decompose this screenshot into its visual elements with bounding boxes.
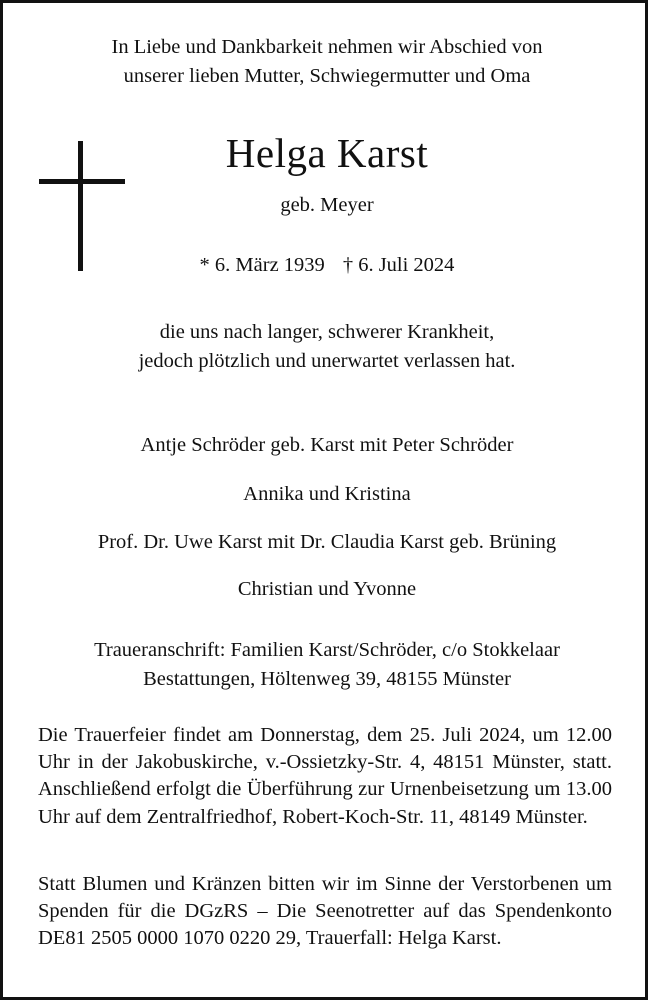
intro-line-2: unserer lieben Mutter, Schwiegermutter und Oma — [123, 65, 531, 87]
mourning-address — [3, 636, 648, 694]
passing-line-1: die uns nach langer, schwerer Krankheit, — [159, 321, 495, 343]
life-dates — [3, 251, 648, 279]
birth-date: * 6. März 1939 — [199, 254, 325, 276]
mourner-entry: Antje Schröder geb. Karst mit Peter Schröder — [140, 434, 514, 456]
deceased-name: Helga Karst — [225, 130, 429, 176]
address-line-2: Bestattungen, Höltenweg 39, 48155 Münster — [143, 668, 511, 690]
maiden-name: geb. Meyer — [280, 194, 374, 216]
passing-line-2: jedoch plötzlich und unerwartet verlassen hat. — [138, 350, 516, 372]
mourner-entry: Prof. Dr. Uwe Karst mit Dr. Claudia Karst geb. Brüning — [97, 531, 557, 553]
ceremony-paragraph: Die Trauerfeier findet am Donnerstag, dem 25. Juli 2024, um 12.00 Uhr in der Jakobuskirche, v.-Ossietzky-Str. 4, 48151 Münster, statt. Anschließend erfolgt die Überführung zur Urnenbeisetzung um 13.00 Uhr auf dem Zentralfriedhof, Robert-Koch-Str. 11, 48149 Münster. — [38, 724, 612, 828]
cross-horizontal-bar — [39, 179, 125, 184]
donation-paragraph: Statt Blumen und Kränzen bitten wir im Sinne der Verstorbenen um Spenden für die DGzRS – Die Seenotretter auf das Spendenkonto DE81 2505 0000 1070 0220 29, Trauerfall: Helga Karst. — [38, 873, 612, 950]
intro-line-1: In Liebe und Dankbarkeit nehmen wir Abschied von — [111, 36, 543, 58]
mourner-entry: Christian und Yvonne — [237, 578, 417, 600]
intro-text — [3, 33, 648, 91]
mourner-entry: Annika und Kristina — [243, 483, 411, 505]
address-line-1: Traueranschrift: Familien Karst/Schröder, c/o Stokkelaar — [94, 639, 560, 661]
passing-text — [3, 318, 648, 376]
death-date: † 6. Juli 2024 — [342, 254, 455, 276]
